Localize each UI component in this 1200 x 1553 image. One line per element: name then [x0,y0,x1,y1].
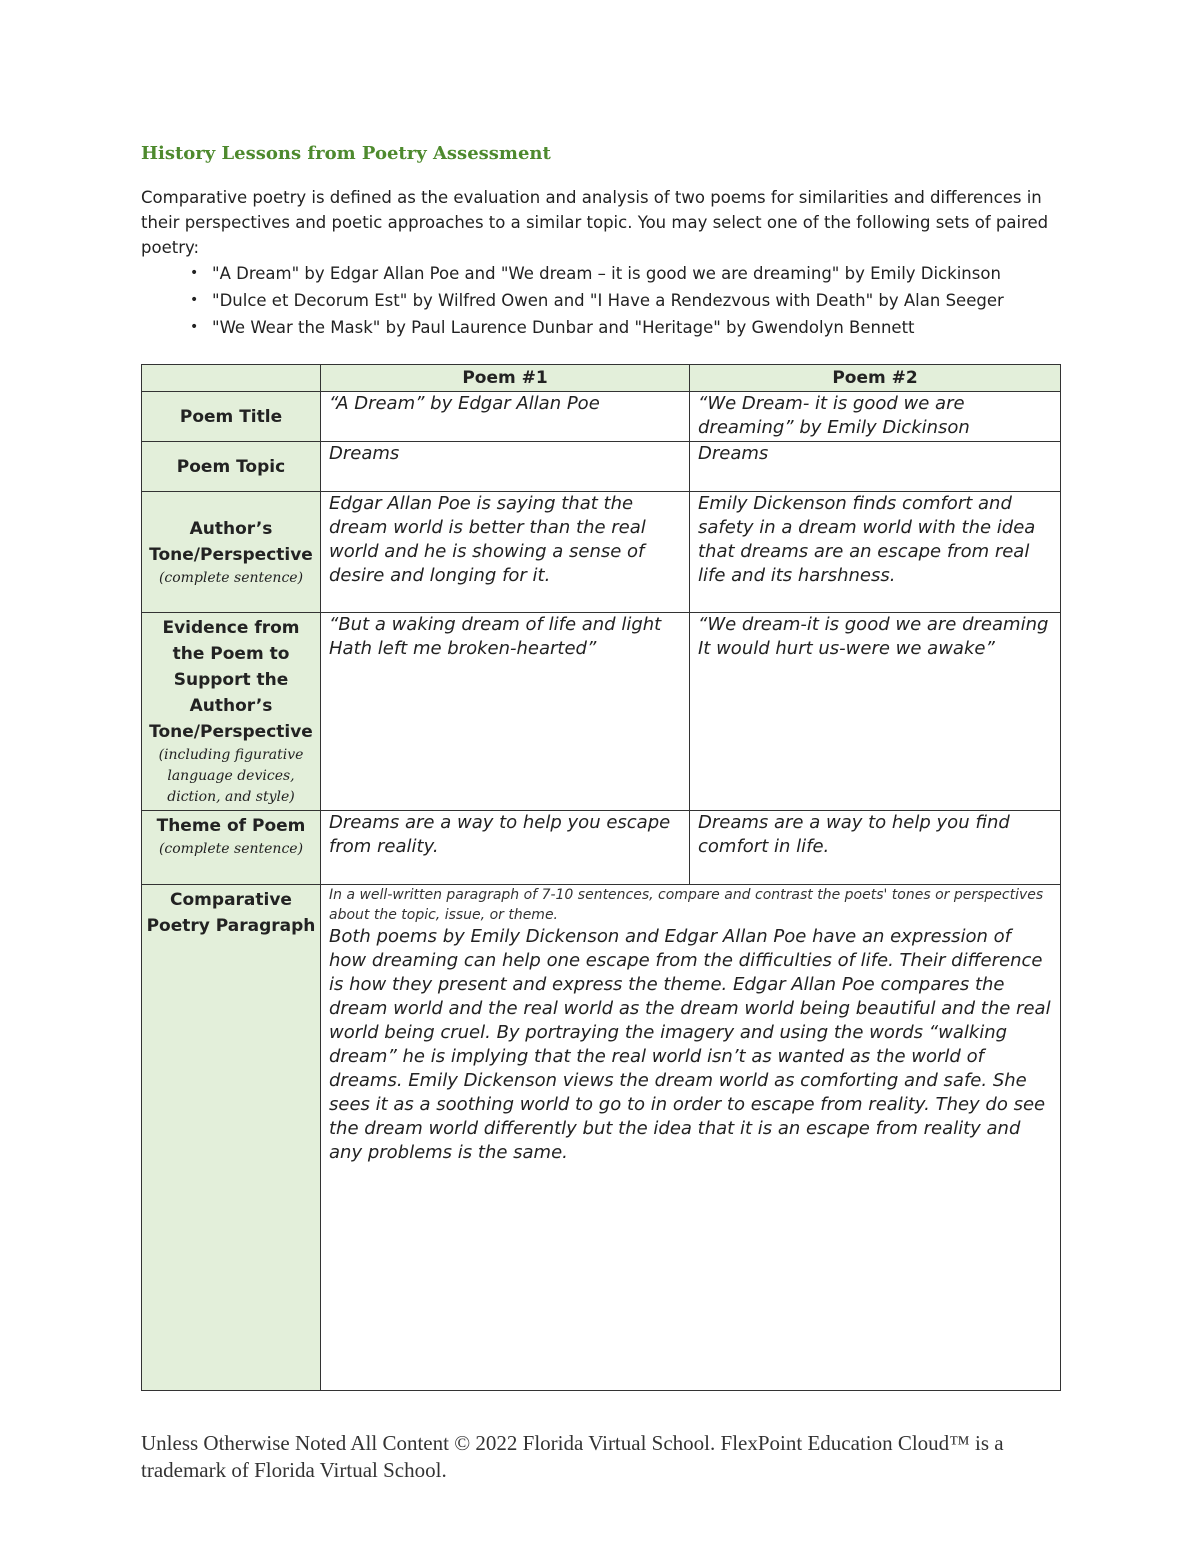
row-label-poem-title: Poem Title [142,392,321,442]
row-label-paragraph: Comparative Poetry Paragraph [142,885,321,1391]
bullet-icon: • [190,265,199,281]
table-header-row [142,365,1061,392]
poem1-title-cell[interactable]: “A Dream” by Edgar Allan Poe [321,392,690,442]
poem-set-text: "Dulce et Decorum Est" by Wilfred Owen and "I Have a Rendezvous with Death" by Alan Seeger [212,291,1004,310]
row-sublabel-evidence: (including figurative language devices, diction, and style) [158,747,304,805]
bullet-icon: • [190,319,199,335]
row-label-poem-topic: Poem Topic [142,442,321,492]
row-label-tone-text: Author’s Tone/Perspective [149,518,313,565]
poem1-evidence-cell[interactable]: “But a waking dream of life and light Hath left me broken-hearted” [321,613,690,811]
comparative-paragraph-cell[interactable] [321,885,1061,1391]
row-sublabel-tone: (complete sentence) [158,569,304,586]
table-row-evidence [142,613,1061,811]
poem-set-text: "A Dream" by Edgar Allan Poe and "We dream – it is good we are dreaming" by Emily Dickinson [212,264,1001,283]
paragraph-instructions: In a well-written paragraph of 7-10 sentences, compare and contrast the poets' tones or perspectives about the topic, issue, or theme. [329,887,1044,923]
document-title: History Lessons from Poetry Assessment [141,143,551,164]
poem2-title-cell[interactable]: “We Dream- it is good we are dreaming” by Emily Dickinson [690,392,1061,442]
list-item [190,314,1004,341]
row-label-theme-text: Theme of Poem [156,816,306,836]
poem1-topic-cell[interactable]: Dreams [321,442,690,492]
intro-paragraph: Comparative poetry is defined as the evaluation and analysis of two poems for similarities and differences in their perspectives and poetic approaches to a similar topic. You may select one of the following sets of paired poetry: [141,188,1049,257]
poem-set-text: "We Wear the Mask" by Paul Laurence Dunbar and "Heritage" by Gwendolyn Bennett [212,318,915,337]
table-row-tone [142,492,1061,613]
poem2-topic-cell[interactable]: Dreams [690,442,1061,492]
list-item [190,260,1004,287]
row-label-evidence [142,613,321,811]
header-poem-1: Poem #1 [321,365,690,392]
table-row-title [142,392,1061,442]
poem2-evidence-cell[interactable]: “We dream-it is good we are dreaming It would hurt us-were we awake” [690,613,1061,811]
list-item [190,287,1004,314]
paragraph-body[interactable]: Both poems by Emily Dickenson and Edgar Allan Poe have an expression of how dreaming can help one escape from the difficulties of life. Their difference is how they present and express the theme. Edgar Allan Poe compares the dream world and the real world as the dream world being beautiful and the real world being cruel. By portraying the imagery and using the words “walking dream” he is implying that the real world isn’t as wanted as the world of dreams. Emily Dickenson views the dream world as comforting and safe. She sees it as a soothing world to go to in order to escape from reality. They do see the dream world differently but the idea that it is an escape from reality and any problems is the same. [329,926,1051,1163]
table-row-theme [142,811,1061,885]
table-row-paragraph [142,885,1061,1391]
poem1-theme-cell[interactable]: Dreams are a way to help you escape from reality. [321,811,690,885]
poem1-tone-cell[interactable]: Edgar Allan Poe is saying that the dream world is better than the real world and he is showing a sense of desire and longing for it. [321,492,690,613]
row-label-evidence-text: Evidence from the Poem to Support the Author’s Tone/Perspective [149,618,313,742]
copyright-footer: Unless Otherwise Noted All Content © 2022 Florida Virtual School. FlexPoint Education Cloud™ is a trademark of Florida Virtual School. [141,1431,1004,1482]
row-label-theme [142,811,321,885]
row-sublabel-theme: (complete sentence) [158,841,304,857]
poem-sets-list [190,260,1004,341]
bullet-icon: • [190,292,199,308]
table-row-topic [142,442,1061,492]
header-poem-2: Poem #2 [690,365,1061,392]
row-label-tone [142,492,321,613]
poem2-theme-cell[interactable]: Dreams are a way to help you find comfort in life. [690,811,1061,885]
comparison-table [141,364,1061,1391]
header-empty-cell [142,365,321,392]
poem2-tone-cell[interactable]: Emily Dickenson finds comfort and safety in a dream world with the idea that dreams are an escape from real life and its harshness. [690,492,1061,613]
